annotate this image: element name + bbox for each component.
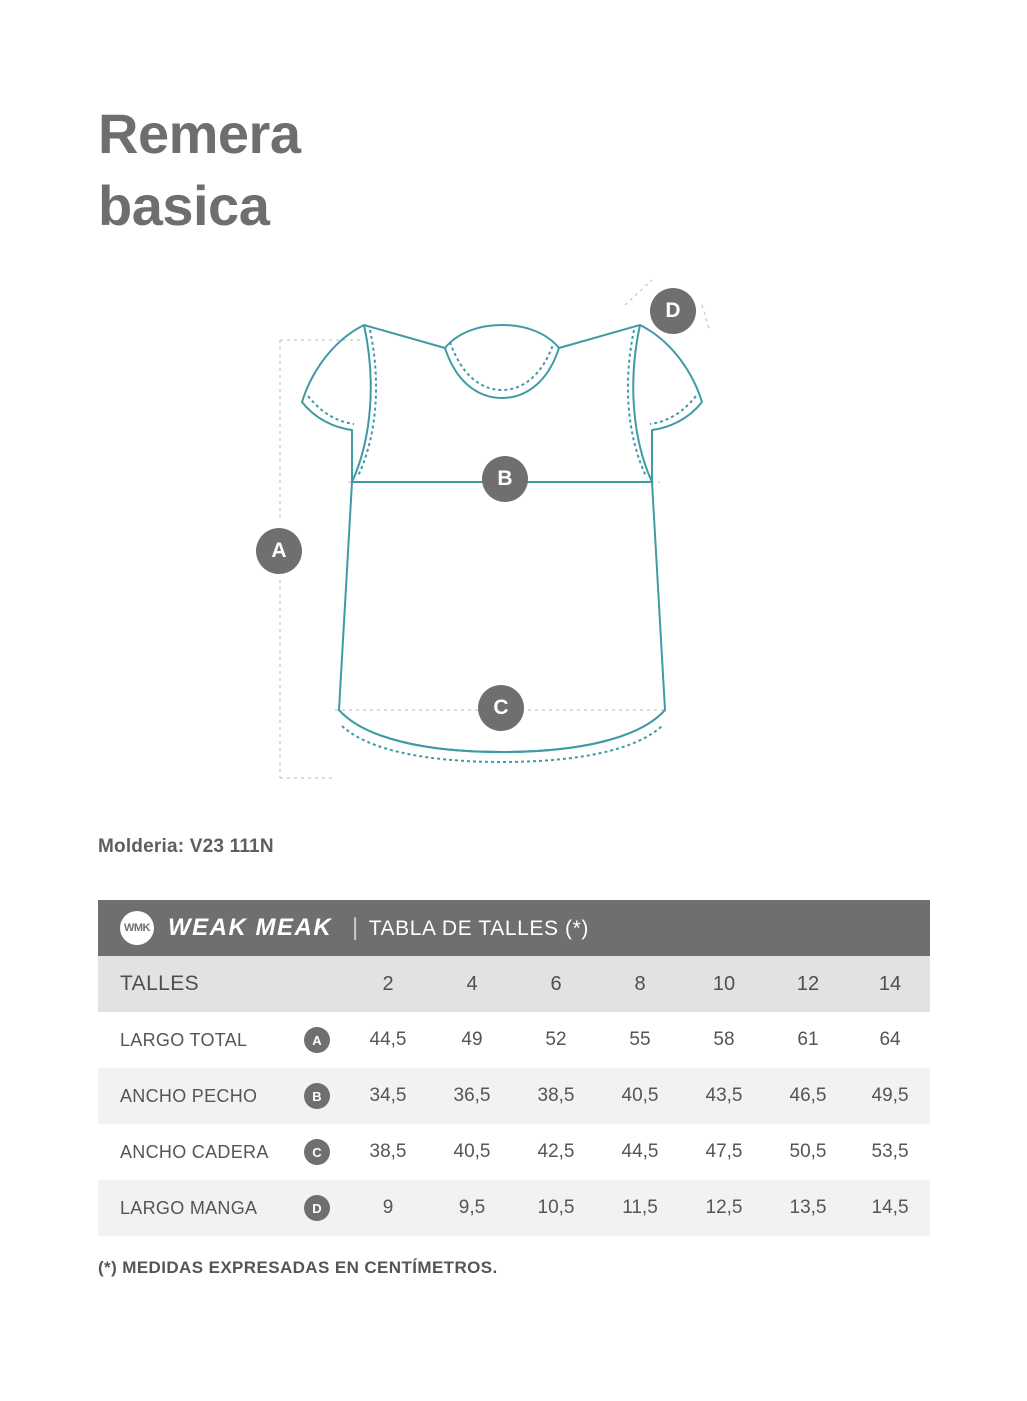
cell-c-10: 47,5 bbox=[705, 1141, 743, 1162]
row-badge-a: A bbox=[304, 1027, 330, 1053]
table-row bbox=[98, 1180, 930, 1236]
cell-b-2: 34,5 bbox=[346, 1068, 430, 1124]
table-caption: TABLA DE TALLES (*) bbox=[368, 917, 590, 940]
callout-badge-a: A bbox=[256, 528, 302, 574]
cell-c-6: 42,5 bbox=[537, 1141, 575, 1162]
cell-c-4: 40,5 bbox=[453, 1141, 491, 1162]
cell-a-8: 55 bbox=[629, 1029, 651, 1050]
callout-badge-d: D bbox=[650, 288, 696, 334]
brand-name: WEAK MEAK bbox=[168, 914, 333, 941]
cell-a-10: 58 bbox=[713, 1029, 735, 1050]
cell-d-14: 14,5 bbox=[850, 1180, 930, 1236]
cell-d-6: 10,5 bbox=[514, 1180, 598, 1236]
cell-b-14: 49,5 bbox=[850, 1068, 930, 1124]
table-header-row bbox=[98, 900, 930, 956]
cell-d-8: 11,5 bbox=[598, 1180, 682, 1236]
brand-separator: | bbox=[352, 914, 359, 941]
measure-label-d: LARGO MANGA bbox=[98, 1180, 288, 1236]
pattern-code: Molderia: V23 111N bbox=[98, 836, 274, 857]
size-table-container bbox=[98, 900, 930, 1236]
size-header-6: 6 bbox=[514, 956, 598, 1012]
page-title bbox=[98, 98, 698, 241]
cell-d-10: 12,5 bbox=[682, 1180, 766, 1236]
cell-a-14: 64 bbox=[879, 1029, 901, 1050]
cell-a-2: 44,5 bbox=[369, 1029, 407, 1050]
measure-badge-cell-b bbox=[288, 1068, 346, 1124]
cell-b-10: 43,5 bbox=[682, 1068, 766, 1124]
callout-badge-b: B bbox=[482, 456, 528, 502]
cell-d-4: 9,5 bbox=[430, 1180, 514, 1236]
cell-d-12: 13,5 bbox=[766, 1180, 850, 1236]
cell-c-8: 44,5 bbox=[621, 1141, 659, 1162]
garment-illustration bbox=[240, 270, 760, 810]
measure-badge-cell-c bbox=[288, 1124, 346, 1180]
size-header-10: 10 bbox=[682, 956, 766, 1012]
cell-a-12: 61 bbox=[797, 1029, 819, 1050]
title-line-1: Remera bbox=[98, 102, 301, 165]
measure-badge-cell-d bbox=[288, 1180, 346, 1236]
cell-a-4: 49 bbox=[461, 1029, 483, 1050]
cell-b-4: 36,5 bbox=[430, 1068, 514, 1124]
size-header-14: 14 bbox=[850, 956, 930, 1012]
cell-c-14: 53,5 bbox=[871, 1141, 909, 1162]
table-row bbox=[98, 1124, 930, 1180]
size-header-4: 4 bbox=[430, 956, 514, 1012]
table-caption-cell bbox=[346, 900, 930, 956]
cell-d-2: 9 bbox=[346, 1180, 430, 1236]
measure-label-a: LARGO TOTAL bbox=[120, 1029, 248, 1050]
title-line-2: basica bbox=[98, 173, 270, 237]
table-row bbox=[98, 1012, 930, 1068]
cell-a-6: 52 bbox=[545, 1029, 567, 1050]
size-header-12: 12 bbox=[766, 956, 850, 1012]
table-row bbox=[98, 1068, 930, 1124]
size-header-2: 2 bbox=[346, 956, 430, 1012]
cell-b-8: 40,5 bbox=[598, 1068, 682, 1124]
row-badge-b: B bbox=[304, 1083, 330, 1109]
measure-label-b: ANCHO PECHO bbox=[98, 1068, 288, 1124]
row-badge-c: C bbox=[304, 1139, 330, 1165]
cell-b-12: 46,5 bbox=[766, 1068, 850, 1124]
cell-c-12: 50,5 bbox=[789, 1141, 827, 1162]
cell-b-6: 38,5 bbox=[514, 1068, 598, 1124]
size-header-label: TALLES bbox=[98, 956, 346, 1012]
row-badge-d: D bbox=[304, 1195, 330, 1221]
cell-c-2: 38,5 bbox=[369, 1141, 407, 1162]
measure-badge-cell-a bbox=[288, 1012, 346, 1068]
brand-cell bbox=[98, 900, 346, 956]
size-table bbox=[98, 900, 930, 1236]
measure-label-c: ANCHO CADERA bbox=[120, 1141, 269, 1162]
footnote: (*) MEDIDAS EXPRESADAS EN CENTÍMETROS. bbox=[98, 1258, 498, 1277]
size-header-8: 8 bbox=[598, 956, 682, 1012]
brand-logo-icon: WMK bbox=[120, 911, 154, 945]
size-header-row bbox=[98, 956, 930, 1012]
callout-badge-c: C bbox=[478, 685, 524, 731]
